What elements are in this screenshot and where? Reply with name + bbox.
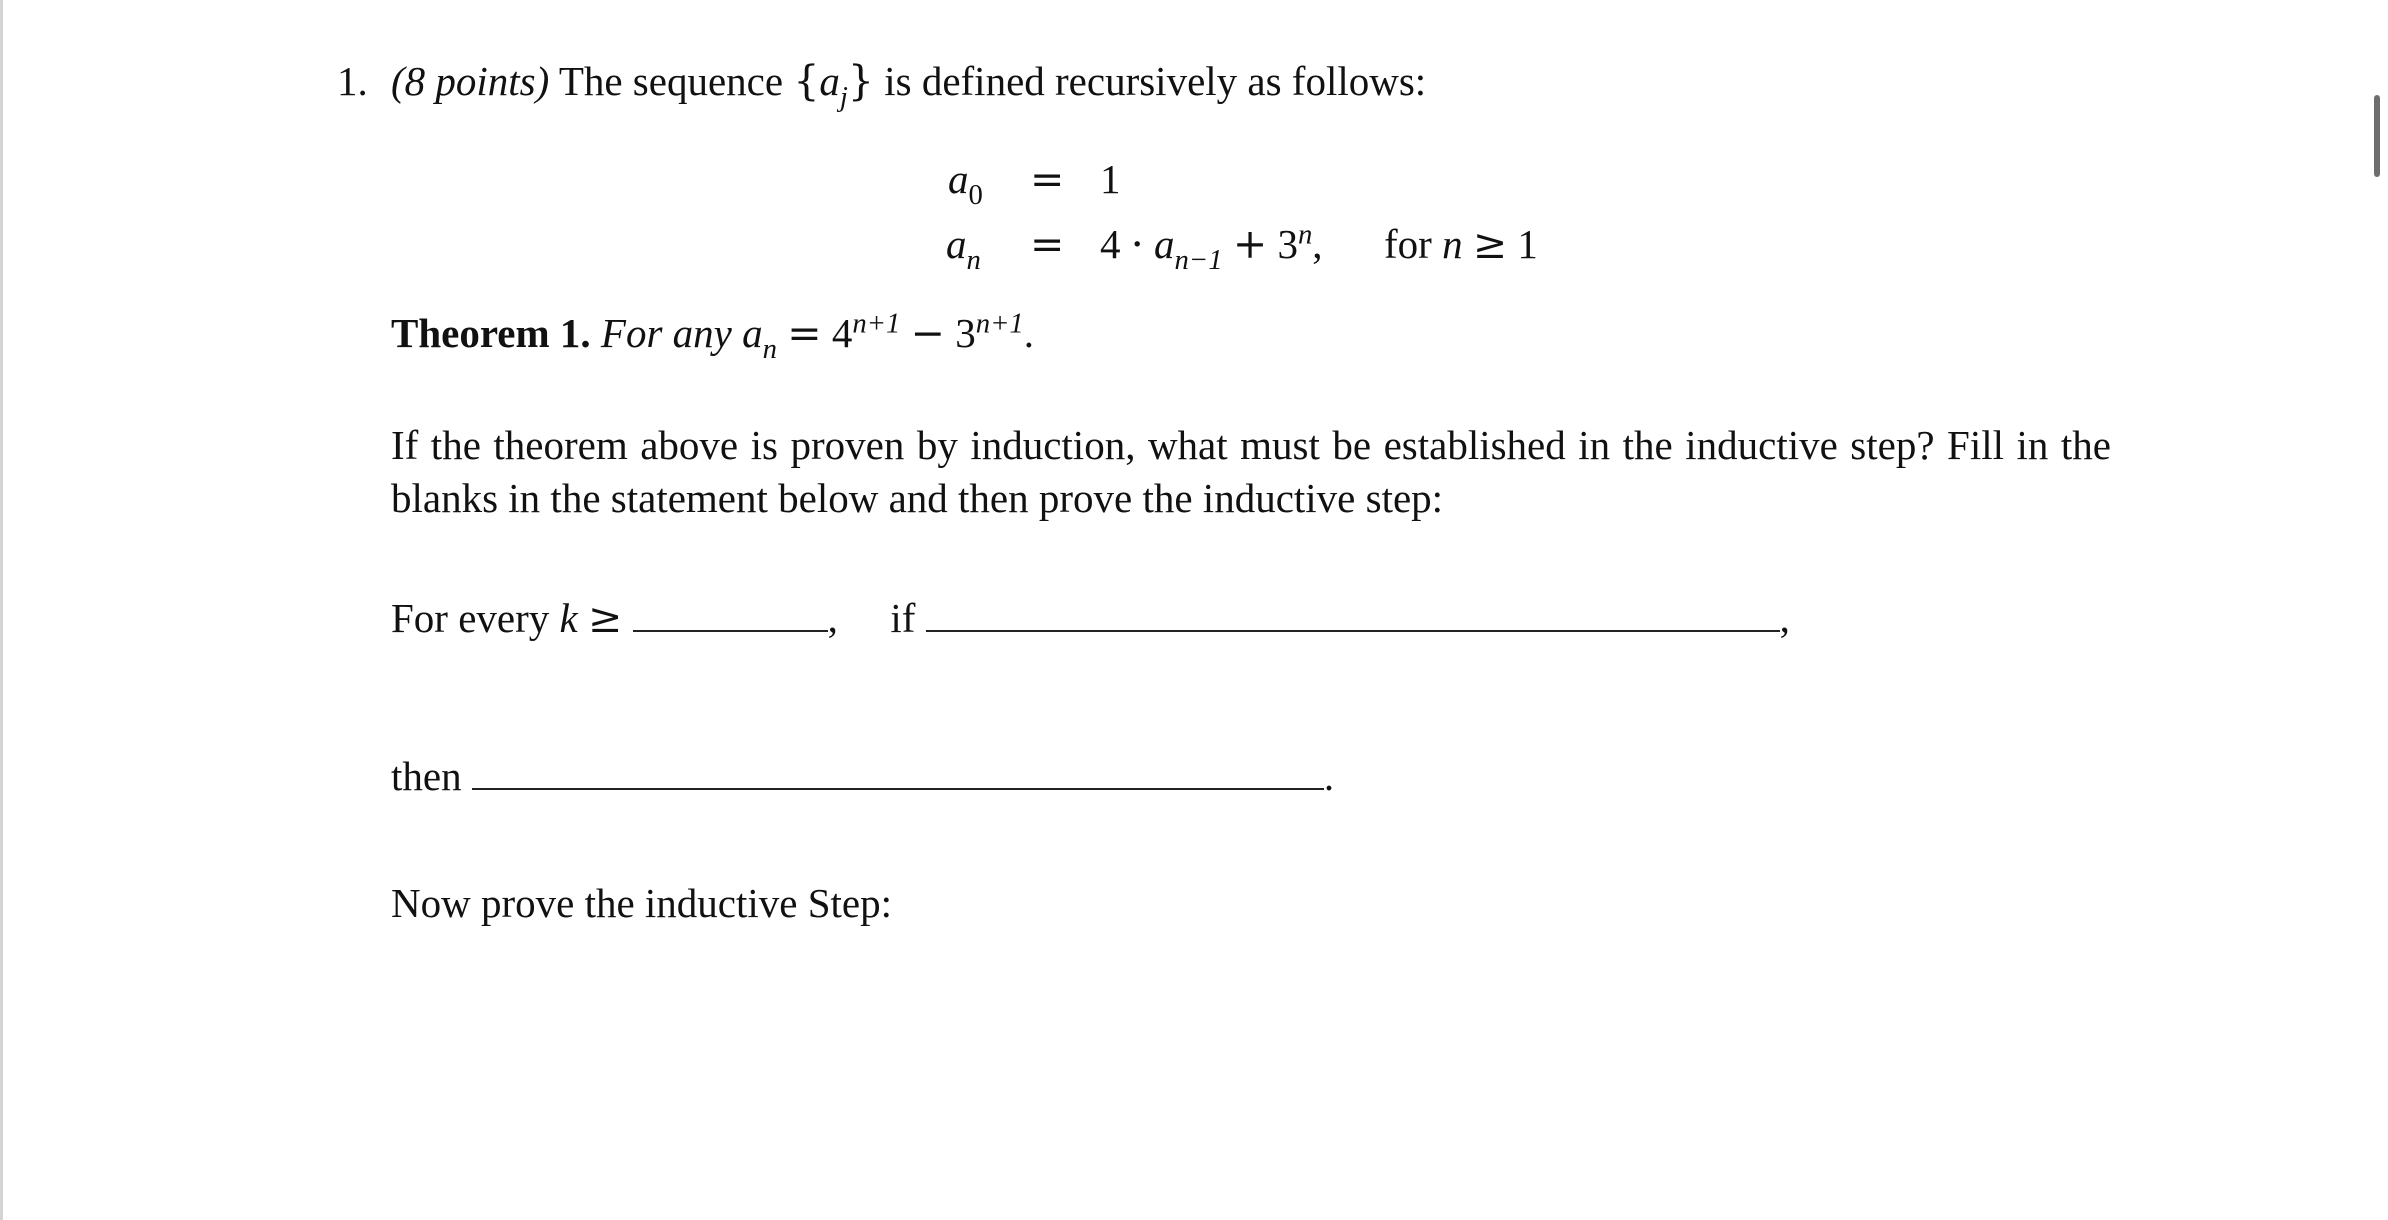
theorem-label: Theorem 1. <box>391 310 591 356</box>
fill1-relation: ≥ <box>587 594 623 642</box>
fill1-if: if <box>890 595 916 641</box>
theorem-formula: $a_n = 4^{n+1} - 3^{n+1}$. <box>742 307 1035 366</box>
fill2-then: then <box>391 753 462 799</box>
eq2-condition: for n ≥ 1 <box>1384 220 1538 268</box>
blank-conclusion[interactable] <box>472 788 1324 790</box>
fill1-prefix: For every <box>391 595 550 641</box>
eq2-rhs: $4 \cdot a_{n-1} + 3^n$, <box>1100 218 1323 277</box>
problem-number: 1. <box>337 58 368 104</box>
eq1-lhs: $a_0$ <box>948 156 983 212</box>
fill1-variable: k <box>559 595 578 641</box>
sequence-index: j <box>839 81 848 114</box>
fill1-separator: , <box>827 595 838 641</box>
problem-intro-pre: The sequence <box>558 58 784 104</box>
fill-in-line-2 <box>391 752 1334 801</box>
theorem-text: For any <box>600 310 732 356</box>
eq1-rhs: 1 <box>1100 156 1121 202</box>
eq2-relation: = <box>1030 220 1065 268</box>
problem-intro-post: is defined recursively as follows: <box>884 58 1427 104</box>
fill-in-line-1 <box>391 594 1790 643</box>
blank-hypothesis[interactable] <box>926 630 1780 632</box>
eq1-relation: = <box>1030 155 1065 203</box>
fill2-end: . <box>1323 753 1335 799</box>
prove-prompt: Now prove the inductive Step: <box>391 880 893 926</box>
sequence-symbol: a <box>819 58 840 104</box>
problem-header <box>391 57 1427 114</box>
sequence-notation: $\{a_j\}$ <box>793 57 874 114</box>
question-paragraph: If the theorem above is proven by induction, what must be established in the inductive step? Fill in the blanks in the statement below and then prove the inductive step: <box>391 422 2111 521</box>
blank-base-case[interactable] <box>633 630 828 632</box>
theorem-statement <box>391 307 1035 366</box>
eq2-lhs: $a_n$ <box>946 221 981 277</box>
fill1-end: , <box>1779 595 1790 641</box>
problem-points: (8 points) <box>391 58 550 104</box>
